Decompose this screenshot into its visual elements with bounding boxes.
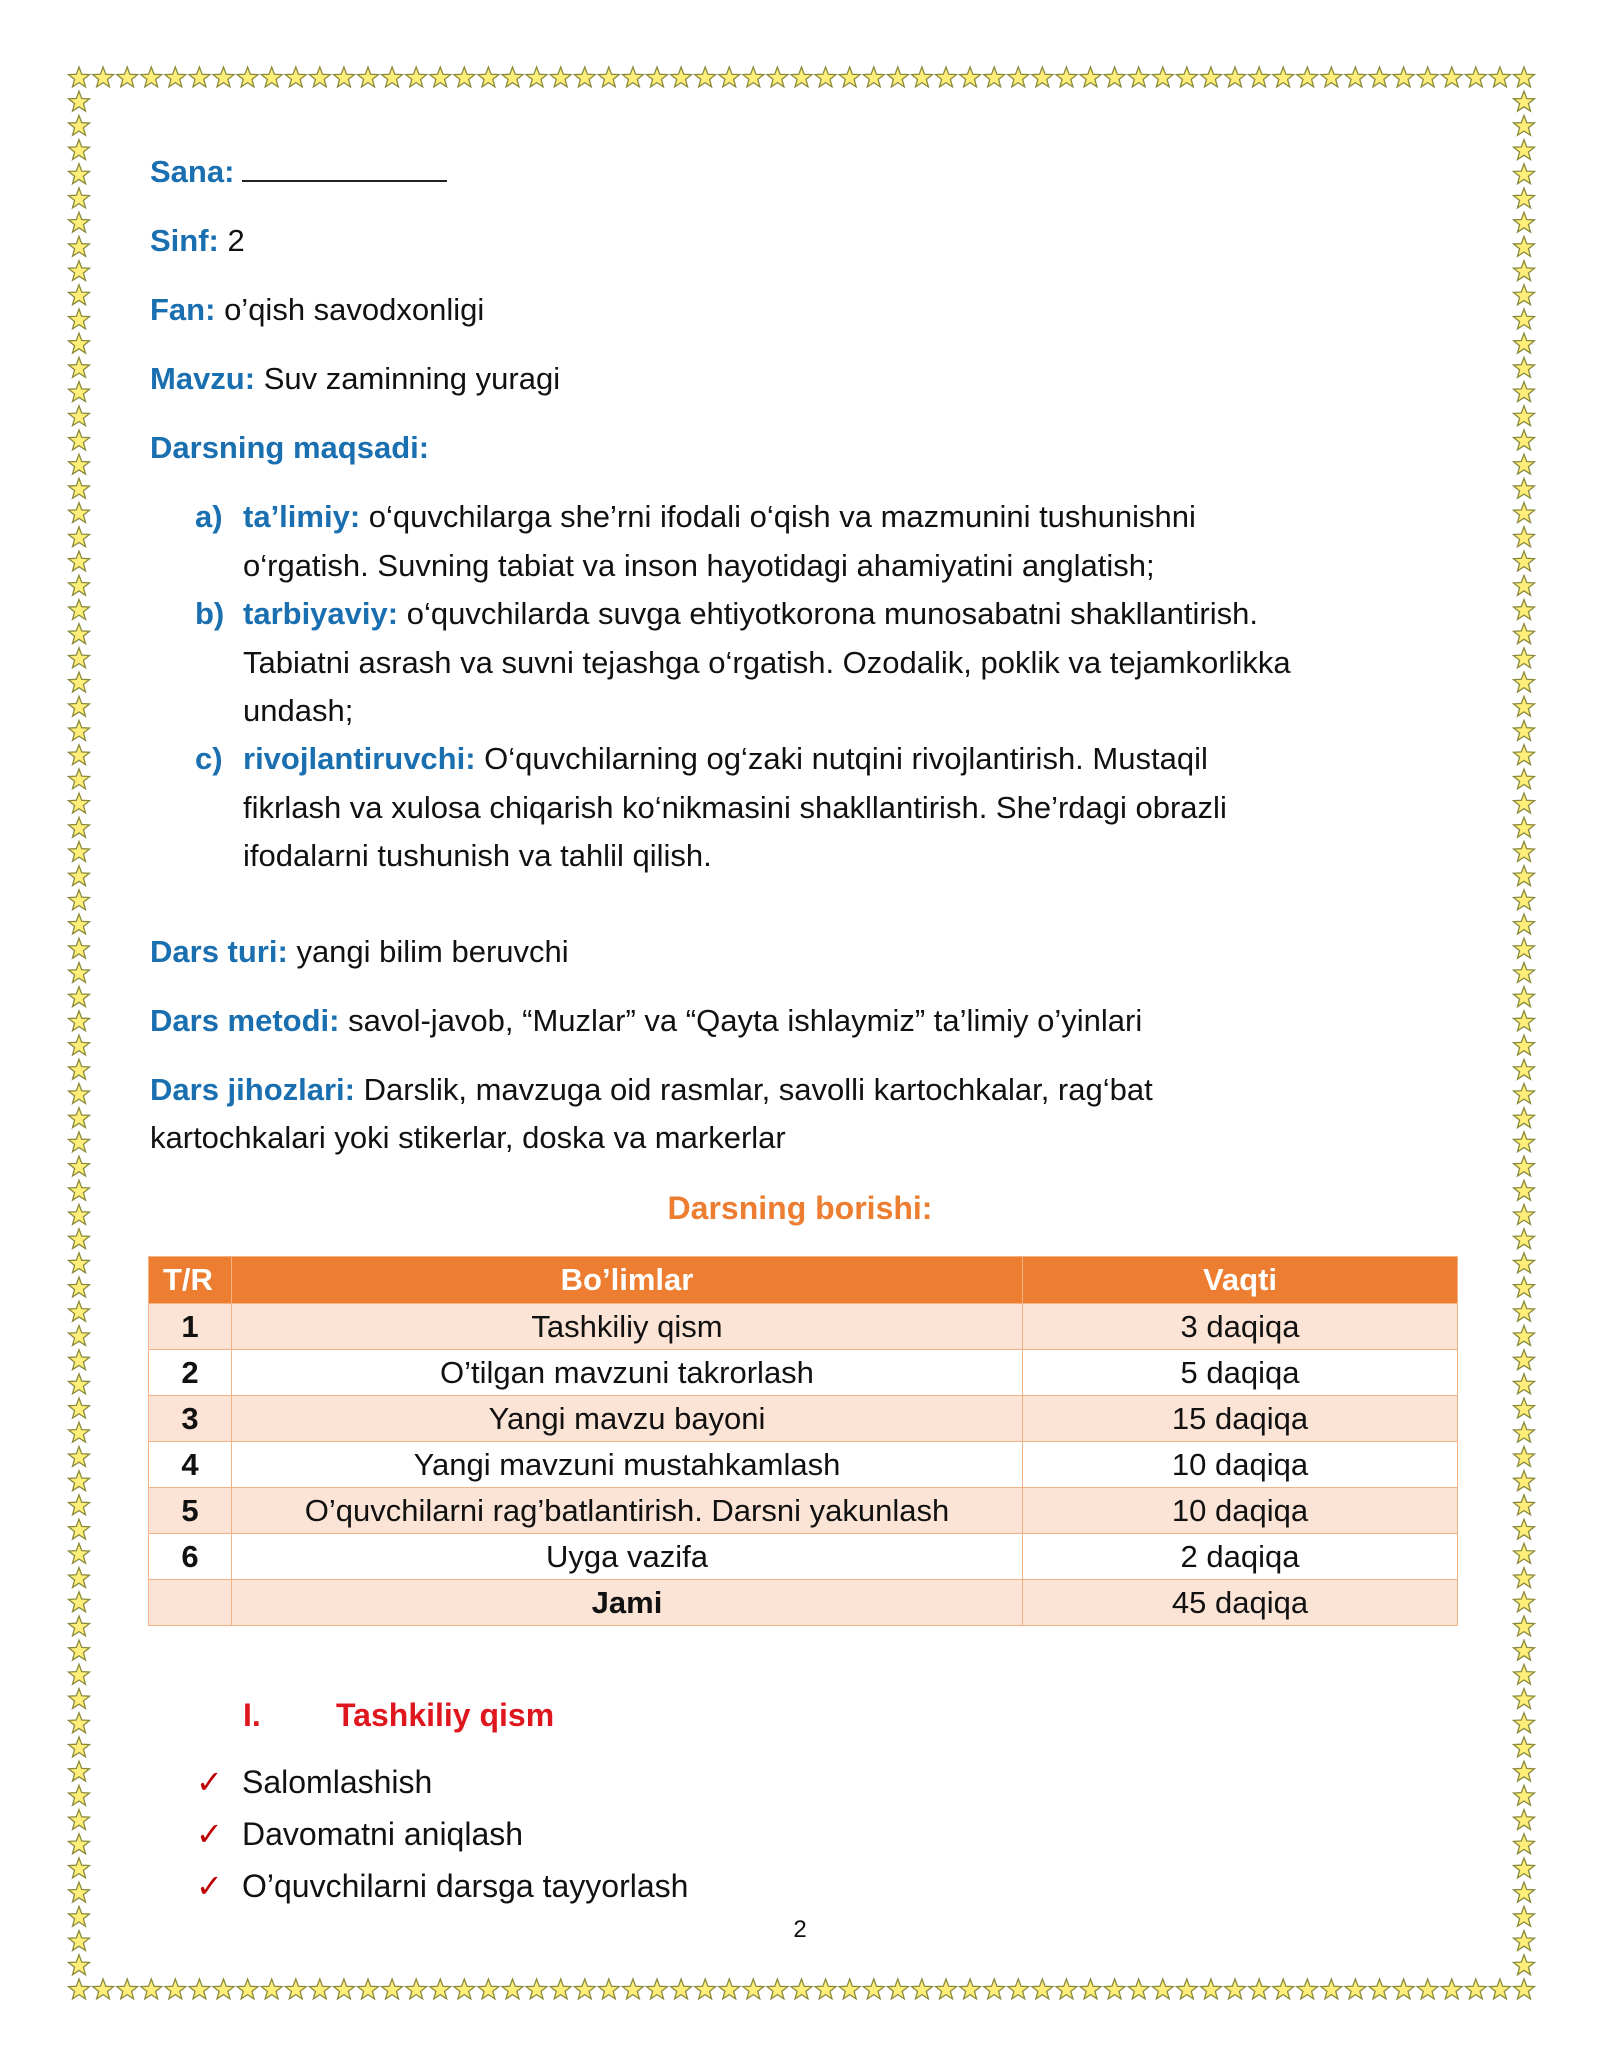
goals-heading-label: Darsning maqsadi: <box>150 430 430 465</box>
row-time: 5 daqiqa <box>1023 1350 1458 1396</box>
grade-value: 2 <box>227 223 245 258</box>
checklist-text: Davomatni aniqlash <box>242 1816 524 1852</box>
table-row <box>149 1442 1458 1488</box>
checklist-text: O’quvchilarni darsga tayyorlash <box>242 1868 689 1904</box>
grade-label: Sinf: <box>150 223 219 258</box>
lesson-type-label: Dars turi: <box>150 934 288 969</box>
lesson-equipment-line <box>150 1070 1153 1110</box>
row-section: O’quvchilarni rag’batlantirish. Darsni yakunlash <box>232 1488 1023 1534</box>
row-time: 2 daqiqa <box>1023 1534 1458 1580</box>
row-number: 2 <box>149 1350 232 1396</box>
row-time: 10 daqiqa <box>1023 1442 1458 1488</box>
checkmark-icon: ✓ <box>196 1764 223 1800</box>
checklist-item <box>196 1866 688 1906</box>
goal-marker: b) <box>195 596 225 631</box>
row-number: 5 <box>149 1488 232 1534</box>
table-row <box>149 1304 1458 1350</box>
topic-line <box>150 359 560 399</box>
checkmark-icon: ✓ <box>196 1868 223 1904</box>
goal-text: o‘quvchilarga she’rni ifodali o‘qish va mazmunini tushunishni <box>368 499 1196 534</box>
row-section: O’tilgan mavzuni takrorlash <box>232 1350 1023 1396</box>
column-header-time: Vaqti <box>1023 1257 1458 1304</box>
grade-line <box>150 221 245 261</box>
date-label: Sana: <box>150 154 235 189</box>
subject-label: Fan: <box>150 292 216 327</box>
goal-label: tarbiyaviy: <box>243 596 399 631</box>
subject-value: o’qish savodxonligi <box>224 292 485 327</box>
table-row <box>149 1488 1458 1534</box>
table-row <box>149 1534 1458 1580</box>
goal-text: ifodalarni tushunish va tahlil qilish. <box>243 838 712 873</box>
lesson-method-line <box>150 1001 1142 1041</box>
goal-label: rivojlantiruvchi: <box>243 741 476 776</box>
row-number-empty <box>149 1580 232 1626</box>
goals-heading <box>150 428 429 468</box>
goal-marker: a) <box>195 499 223 534</box>
column-header-number: T/R <box>149 1257 232 1304</box>
lesson-equipment-value: Darslik, mavzuga oid rasmlar, savolli kartochkalar, rag‘bat <box>363 1072 1153 1107</box>
goal-text: undash; <box>243 693 354 728</box>
row-number: 6 <box>149 1534 232 1580</box>
row-section: Tashkiliy qism <box>232 1304 1023 1350</box>
goal-label: ta’limiy: <box>243 499 361 534</box>
lesson-equipment-line-2 <box>150 1118 786 1158</box>
checklist-item <box>196 1814 523 1854</box>
row-number: 4 <box>149 1442 232 1488</box>
date-line <box>150 152 447 192</box>
row-section: Yangi mavzuni mustahkamlash <box>232 1442 1023 1488</box>
table-total-row <box>149 1580 1458 1626</box>
goal-developmental <box>195 735 1455 881</box>
checklist-item <box>196 1762 432 1802</box>
goal-marker: c) <box>195 741 223 776</box>
lesson-equipment-label: Dars jihozlari: <box>150 1072 355 1107</box>
total-label: Jami <box>232 1580 1023 1626</box>
goal-upbringing <box>195 590 1455 736</box>
goal-text: Tabiatni asrash va suvni tejashga o‘rgatish. Ozodalik, poklik va tejamkorlikka <box>243 644 1291 680</box>
lesson-type-line <box>150 932 569 972</box>
row-time: 10 daqiqa <box>1023 1488 1458 1534</box>
goal-text: o‘rgatish. Suvning tabiat va inson hayotidagi ahamiyatini anglatish; <box>243 547 1155 583</box>
goal-text: fikrlash va xulosa chiqarish ko‘nikmasini shakllantirish. She’rdagi obrazli <box>243 789 1227 825</box>
topic-value: Suv zaminning yuragi <box>263 361 561 396</box>
section-numeral: I. <box>243 1697 261 1733</box>
row-time: 15 daqiqa <box>1023 1396 1458 1442</box>
lesson-plan-table <box>148 1256 1458 1626</box>
lesson-type-value: yangi bilim beruvchi <box>296 934 569 969</box>
lesson-method-value: savol-javob, “Muzlar” va “Qayta ishlaymiz” ta’limiy o’yinlari <box>348 1003 1143 1038</box>
total-value: 45 daqiqa <box>1023 1580 1458 1626</box>
topic-label: Mavzu: <box>150 361 256 396</box>
row-number: 3 <box>149 1396 232 1442</box>
date-blank <box>242 152 447 182</box>
column-header-sections: Bo’limlar <box>232 1257 1023 1304</box>
page-number: 2 <box>793 1916 807 1943</box>
goal-text: O‘quvchilarning og‘zaki nutqini rivojlantirish. Mustaqil <box>484 741 1208 776</box>
table-row <box>149 1396 1458 1442</box>
checklist-text: Salomlashish <box>242 1764 433 1800</box>
lesson-equipment-value: kartochkalari yoki stikerlar, doska va markerlar <box>150 1120 786 1155</box>
plan-title: Darsning borishi: <box>667 1190 933 1226</box>
lesson-method-label: Dars metodi: <box>150 1003 340 1038</box>
goal-educational <box>195 493 1455 590</box>
row-section: Uyga vazifa <box>232 1534 1023 1580</box>
table-header-row <box>149 1257 1458 1304</box>
table-row <box>149 1350 1458 1396</box>
checkmark-icon: ✓ <box>196 1816 223 1852</box>
row-section: Yangi mavzu bayoni <box>232 1396 1023 1442</box>
goal-text: o‘quvchilarda suvga ehtiyotkorona munosabatni shakllantirish. <box>406 596 1258 631</box>
row-number: 1 <box>149 1304 232 1350</box>
subject-line <box>150 290 484 330</box>
row-time: 3 daqiqa <box>1023 1304 1458 1350</box>
section-title: Tashkiliy qism <box>336 1697 555 1733</box>
